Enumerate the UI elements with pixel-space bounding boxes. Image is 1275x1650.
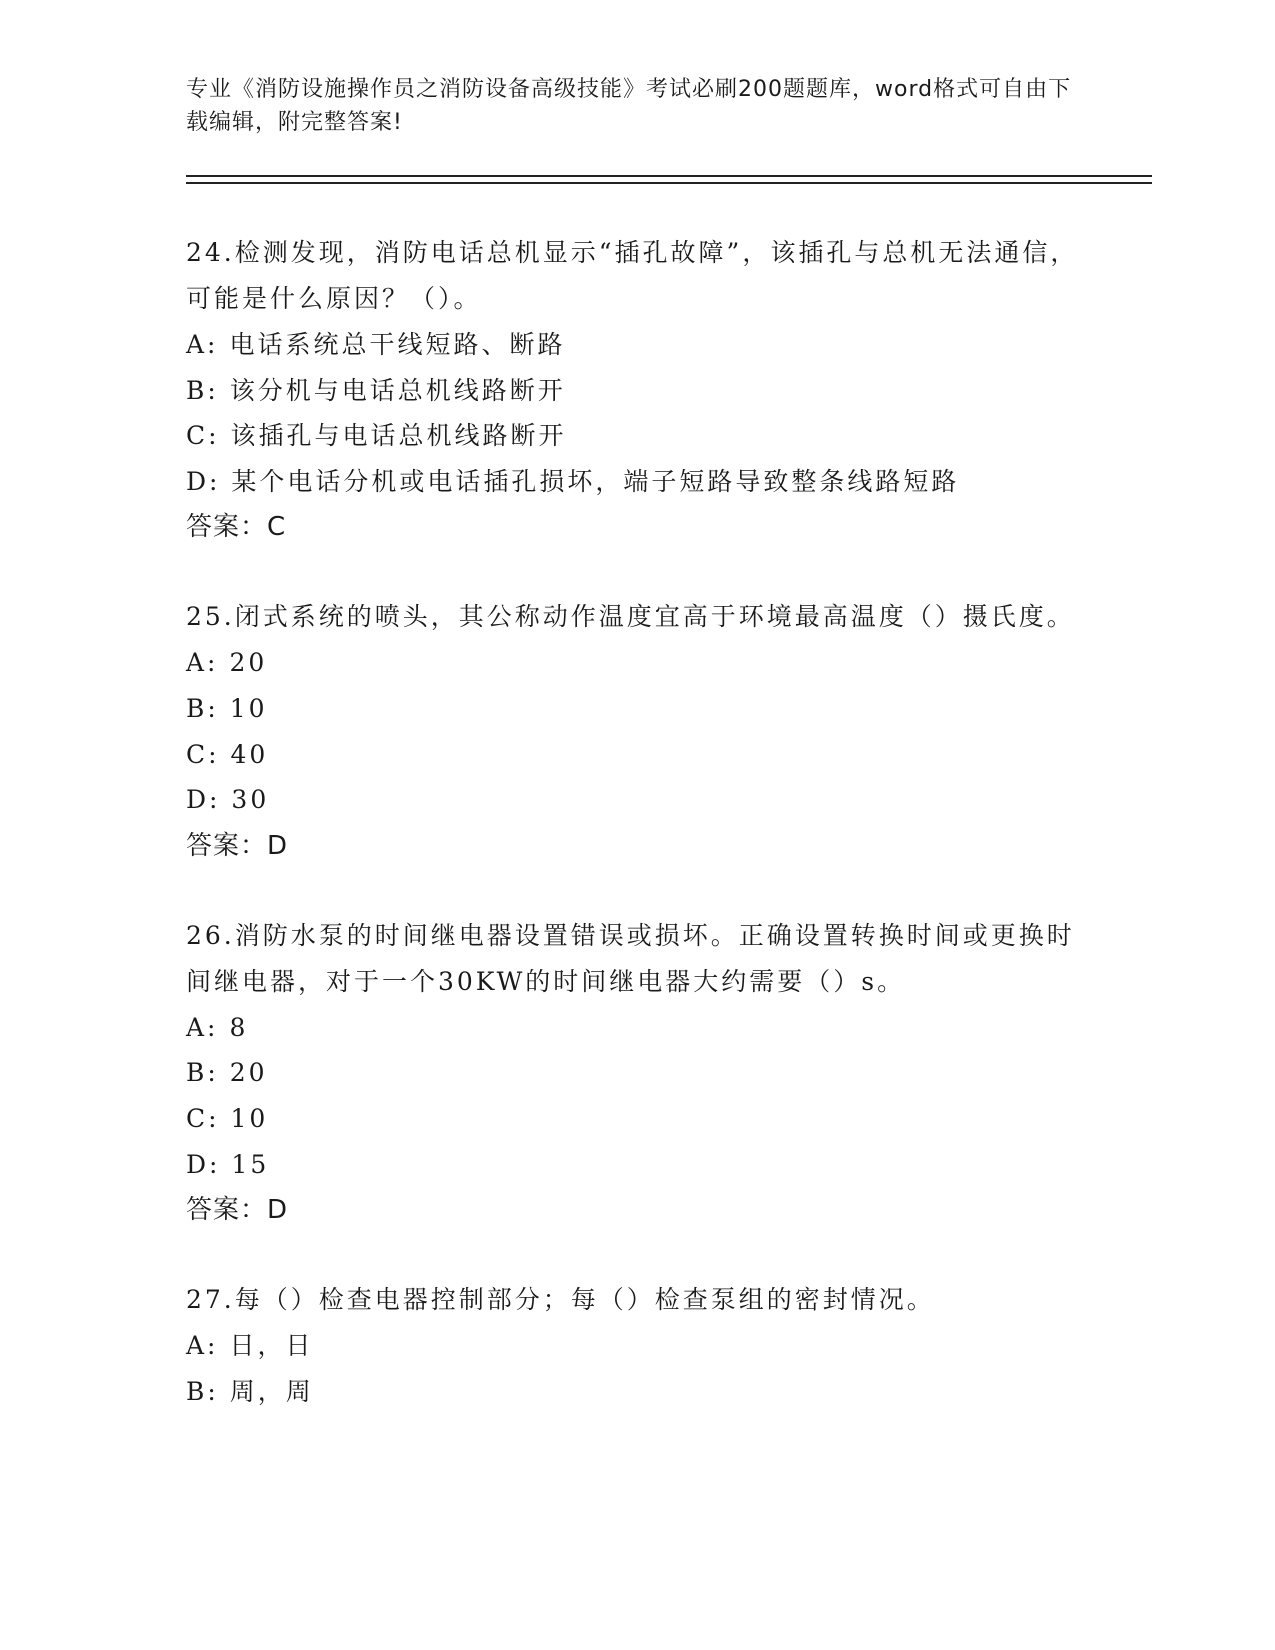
option-d: [186, 1142, 1086, 1188]
question-item: [186, 1277, 1086, 1414]
option-c: [186, 1096, 1086, 1142]
option-key: A:: [186, 1012, 219, 1042]
document-header: [186, 73, 1086, 139]
header-divider-line: [186, 175, 1152, 177]
option-key: D:: [186, 785, 221, 815]
option-a: [186, 1005, 1086, 1051]
option-text: 某个电话分机或电话插孔损坏，端子短路导致整条线路短路: [231, 466, 960, 496]
option-key: C:: [186, 1103, 220, 1133]
option-b: [186, 1369, 1086, 1415]
option-text: 该分机与电话总机线路断开: [229, 375, 566, 405]
option-b: [186, 1050, 1086, 1096]
question-stem: 27.每（）检查电器控制部分；每（）检查泵组的密封情况。: [186, 1285, 935, 1315]
option-text: 周，周: [229, 1376, 314, 1406]
option-c: [186, 413, 1086, 459]
option-key: B:: [186, 375, 219, 405]
option-text: 该插孔与电话总机线路断开: [230, 421, 567, 451]
question-item: [186, 913, 1086, 1233]
option-key: A:: [186, 1331, 219, 1361]
option-key: C:: [186, 421, 220, 451]
question-stem: 25.闭式系统的喷头，其公称动作温度宜高于环境最高温度（）摄氏度。: [186, 602, 1075, 632]
option-key: C:: [186, 739, 220, 769]
option-d: [186, 777, 1086, 823]
option-key: B:: [186, 1058, 219, 1088]
header-divider-line: [186, 182, 1152, 184]
option-c: [186, 732, 1086, 778]
option-text: 日，日: [229, 1331, 314, 1361]
answer-line: 答案：D: [186, 1195, 289, 1226]
option-text: 15: [231, 1149, 270, 1179]
option-key: A:: [186, 330, 219, 359]
option-text: 30: [231, 785, 270, 815]
question-item: [186, 594, 1086, 868]
answer-line: 答案：C: [186, 512, 287, 543]
option-key: D:: [186, 466, 221, 496]
question-stem: 24.检测发现，消防电话总机显示“插孔故障”，该插孔与总机无法通信，可能是什么原因？（）。: [186, 238, 1079, 313]
option-key: D:: [186, 1149, 221, 1179]
question-list: [186, 230, 1086, 1458]
option-b: [186, 368, 1086, 414]
option-key: B:: [186, 693, 219, 723]
option-text: 电话系统总干线短路、断路: [229, 330, 566, 359]
header-intro: 专业《消防设施操作员之消防设备高级技能》考试必刷200题题库，word格式可自由下载编辑，附完整答案!: [186, 77, 1072, 135]
option-text: 20: [229, 648, 268, 678]
option-key: B:: [186, 1376, 219, 1406]
option-a: [186, 322, 1086, 368]
option-text: 10: [229, 693, 268, 723]
option-text: 20: [229, 1058, 268, 1088]
answer-line: 答案：D: [186, 830, 289, 861]
option-a: [186, 1323, 1086, 1369]
option-a: [186, 640, 1086, 686]
option-text: 40: [230, 739, 269, 769]
option-text: 10: [230, 1103, 269, 1133]
question-stem: 26.消防水泵的时间继电器设置错误或损坏。正确设置转换时间或更换时间继电器，对于一个30KW的时间继电器大约需要（）s。: [186, 920, 1075, 996]
option-text: 8: [229, 1012, 249, 1042]
option-d: [186, 459, 1086, 505]
option-b: [186, 686, 1086, 732]
option-key: A:: [186, 648, 219, 678]
question-item: [186, 230, 1086, 550]
